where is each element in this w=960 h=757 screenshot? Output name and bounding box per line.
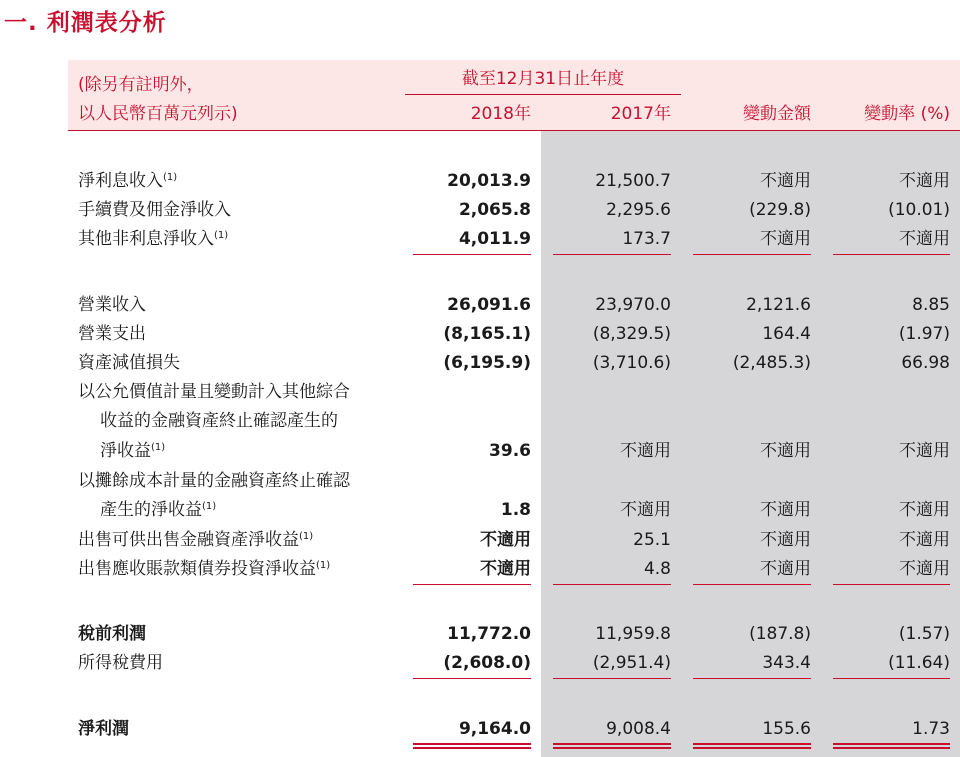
value-2018: 9,164.0	[458, 719, 531, 739]
value-2018: 26,091.6	[447, 295, 531, 315]
unit-note-line2: 以人民幣百萬元列示)	[78, 104, 238, 124]
change-rate: 不適用	[899, 559, 950, 579]
row-label: 其他非利息淨收入$^{(1)}$	[78, 229, 229, 249]
subtotal-rule	[413, 678, 531, 679]
change-amount: 不適用	[760, 171, 811, 191]
subtotal-rule	[553, 678, 671, 679]
value-2018: 4,011.9	[458, 229, 531, 249]
row-label: 淨利潤	[78, 719, 129, 739]
value-2018: 11,772.0	[447, 624, 531, 644]
subtotal-rule	[553, 254, 671, 255]
section-heading: 一. 利潤表分析	[4, 10, 167, 36]
total-double-rule	[553, 743, 671, 749]
value-2017: 2,295.6	[606, 200, 671, 220]
row-label: 稅前利潤	[78, 624, 146, 644]
change-rate: 不適用	[899, 500, 950, 520]
change-rate: (1.57)	[898, 624, 950, 644]
change-amount: 155.6	[762, 719, 811, 739]
subtotal-rule	[833, 584, 950, 585]
change-amount: 2,121.6	[746, 295, 811, 315]
change-amount: (2,485.3)	[732, 353, 811, 373]
value-2017: 9,008.4	[606, 719, 671, 739]
row-label: 手續費及佣金淨收入	[78, 200, 231, 220]
subtotal-rule	[413, 254, 531, 255]
col-header-change-rate: 變動率 (%)	[864, 104, 950, 124]
change-rate: (11.64)	[888, 653, 950, 673]
value-2018: 39.6	[489, 441, 531, 461]
row-label: 所得稅費用	[78, 653, 163, 673]
value-2017: 不適用	[620, 441, 671, 461]
total-double-rule	[693, 743, 811, 749]
change-amount: 不適用	[760, 500, 811, 520]
change-amount: 不適用	[760, 441, 811, 461]
col-header-2017: 2017年	[610, 104, 671, 124]
row-label: 出售可供出售金融資產淨收益$^{(1)}$	[78, 530, 314, 550]
value-2018: (2,608.0)	[443, 653, 531, 673]
value-2017: 4.8	[643, 559, 671, 579]
unit-note-line1: (除另有註明外，	[78, 75, 204, 95]
total-double-rule	[833, 743, 950, 749]
header-rule	[68, 130, 960, 131]
period-label: 截至12月31日止年度	[461, 69, 625, 89]
subtotal-rule	[693, 678, 811, 679]
change-rate: 1.73	[912, 719, 950, 739]
change-amount: 164.4	[762, 324, 811, 344]
value-2018: 不適用	[480, 559, 531, 579]
value-2018: 20,013.9	[447, 171, 531, 191]
subtotal-rule	[413, 584, 531, 585]
value-2017: (3,710.6)	[592, 353, 671, 373]
change-amount: (229.8)	[749, 200, 811, 220]
subtotal-rule	[833, 254, 950, 255]
change-rate: 不適用	[899, 171, 950, 191]
row-label-continued: 收益的金融資產終止確認產生的	[100, 411, 338, 431]
value-2017: (2,951.4)	[592, 653, 671, 673]
row-label: 出售應收賬款類債券投資淨收益$^{(1)}$	[78, 559, 331, 579]
change-rate: 不適用	[899, 530, 950, 550]
change-rate: 不適用	[899, 441, 950, 461]
row-label: 以公允價值計量且變動計入其他綜合	[78, 382, 350, 402]
row-label-continued: 產生的淨收益$^{(1)}$	[100, 500, 217, 520]
period-underline	[405, 94, 681, 95]
change-rate: (1.97)	[898, 324, 950, 344]
change-rate: 66.98	[901, 353, 950, 373]
row-label: 資產減值損失	[78, 353, 180, 373]
value-2017: 25.1	[633, 530, 671, 550]
value-2017: (8,329.5)	[592, 324, 671, 344]
row-label: 營業支出	[78, 324, 146, 344]
change-rate: 不適用	[899, 229, 950, 249]
change-amount: (187.8)	[749, 624, 811, 644]
total-double-rule	[413, 743, 531, 749]
value-2018: 2,065.8	[458, 200, 531, 220]
subtotal-rule	[553, 584, 671, 585]
subtotal-rule	[833, 678, 950, 679]
value-2018: 不適用	[480, 530, 531, 550]
value-2017: 21,500.7	[595, 171, 671, 191]
subtotal-rule	[693, 254, 811, 255]
change-amount: 不適用	[760, 229, 811, 249]
row-label: 淨利息收入$^{(1)}$	[78, 171, 178, 191]
change-amount: 不適用	[760, 559, 811, 579]
value-2017: 11,959.8	[595, 624, 671, 644]
col-header-change-amount: 變動金額	[743, 104, 811, 124]
value-2018: 1.8	[500, 500, 531, 520]
value-2017: 173.7	[622, 229, 671, 249]
value-2018: (6,195.9)	[443, 353, 531, 373]
value-2017: 23,970.0	[595, 295, 671, 315]
value-2017: 不適用	[620, 500, 671, 520]
value-2018: (8,165.1)	[443, 324, 531, 344]
change-rate: 8.85	[912, 295, 950, 315]
change-amount: 343.4	[762, 653, 811, 673]
row-label: 營業收入	[78, 295, 146, 315]
col-header-2018: 2018年	[470, 104, 531, 124]
change-rate: (10.01)	[888, 200, 950, 220]
row-label: 以攤餘成本計量的金融資產終止確認	[78, 471, 350, 491]
row-label-continued: 淨收益$^{(1)}$	[100, 441, 166, 461]
subtotal-rule	[693, 584, 811, 585]
change-amount: 不適用	[760, 530, 811, 550]
